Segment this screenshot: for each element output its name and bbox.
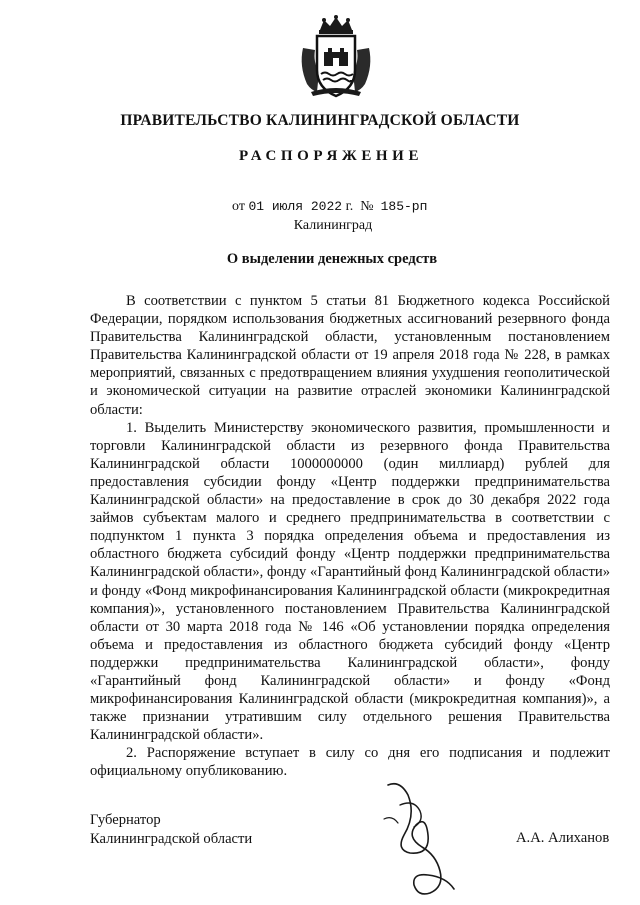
- preamble-paragraph: В соответствии с пунктом 5 статьи 81 Бюджетного кодекса Российской Федерации, порядком использования бюджетных ассигнований резервного фонда Правительства Калининградской области, установленным постановлением Правительства Калининградской области от 19 апреля 2018 года № 228, в рамках мероприятий, связанных с предотвращением влияния ухудшения геополитической и экономической ситуации на развитие отраслей экономики Калининградской области:: [90, 293, 610, 418]
- signatory-position: [90, 811, 252, 849]
- date-number-line: [232, 199, 427, 215]
- item-1-paragraph: 1. Выделить Министерству экономического развития, промышленности и торговли Калининградской области из резервного фонда Правительства Калининградской области 1000000000 (один миллиард) рублей для предоставления субсидии фонду «Центр поддержки предпринимательства Калининградской области» на предоставление в срок до 30 декабря 2022 года займов субъектам малого и среднего предпринимательства в соответствии с подпунктом 1 пункта 3 порядка определения объема и предоставления из областного бюджета субсидий фонду «Центр поддержки предпринимательства Калининградской области», фонду «Гарантийный фонд Калининградской области» и фонду «Фонд микрофинансирования Калининградской области (микрокредитная компания)», установленного постановлением Правительства Калининградской области от 30 марта 2018 года № 146 «Об установлении порядка определения объема и предоставления из областного бюджета субсидий фонду «Центр поддержки предпринимательства Калининградской области», фонду «Гарантийный фонд Калининградской области» и фонду «Фонд микрофинансирования Калининградской области (микрокредитная компания)», а также признании утратившим силу отдельного решения Правительства Калининградской области».: [90, 419, 610, 744]
- government-title: ПРАВИТЕЛЬСТВО КАЛИНИНГРАДСКОЙ ОБЛАСТИ: [120, 112, 520, 129]
- document-type-title: РАСПОРЯЖЕНИЕ: [238, 148, 424, 164]
- item-2-paragraph: 2. Распоряжение вступает в силу со дня его подписания и подлежит официальному опубликованию.: [90, 745, 610, 780]
- signatory-name: А.А. Алиханов: [516, 830, 610, 846]
- number-sign: №: [360, 199, 374, 214]
- document-subject: О выделении денежных средств: [226, 251, 438, 267]
- city-name: Калининград: [293, 218, 373, 233]
- document-body: [90, 292, 610, 781]
- signatory-position-line2: Калининградской области: [90, 831, 253, 847]
- signatory-position-line1: Губернатор: [90, 812, 161, 828]
- date-suffix: г.: [345, 199, 354, 214]
- document-date: 01 июля 2022: [248, 199, 343, 214]
- coat-of-arms-icon: [297, 14, 375, 98]
- handwritten-signature-icon: [370, 775, 480, 900]
- date-prefix: от: [232, 199, 245, 214]
- document-number: 185-рп: [380, 199, 428, 214]
